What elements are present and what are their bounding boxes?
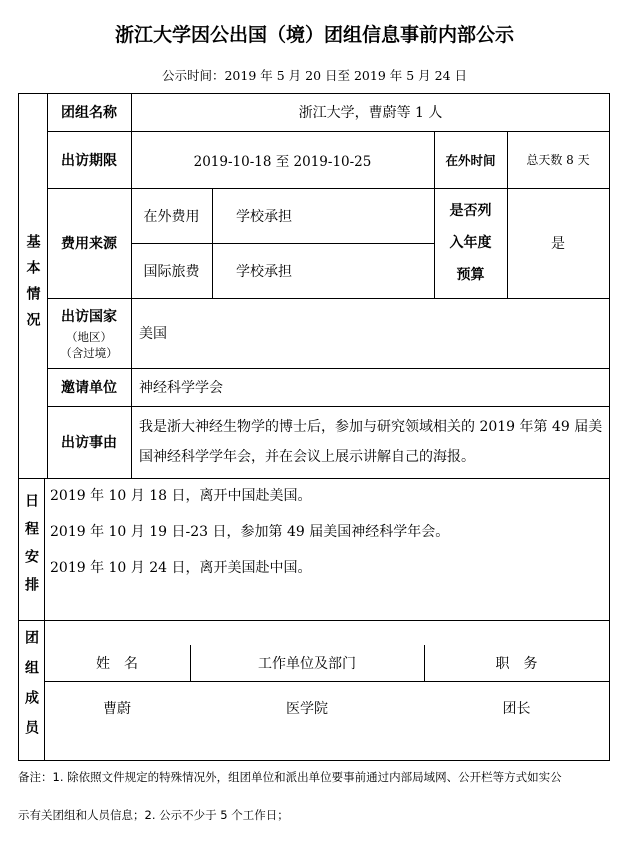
page-title: 浙江大学因公出国（境）团组信息事前内部公示: [114, 24, 514, 46]
intl-travel-label: 国际旅费: [143, 263, 200, 280]
footnote-line-1: 备注：1. 除依照文件规定的特殊情况外，组团单位和派出单位要事前通过内部局域网、公开栏等方式如实公: [18, 770, 562, 784]
group-name-label: 团组名称: [61, 105, 117, 121]
duration-value: 2019-10-18 至 2019-10-25: [193, 153, 372, 170]
purpose-value: 我是浙大神经生物学的博士后，参加与研究领域相关的 2019 年第 49 届美国神经科学学年会，并在会议上展示讲解自己的海报。: [139, 419, 603, 465]
schedule-list: [50, 484, 605, 592]
section-label-schedule: 日程安排: [23, 493, 39, 605]
abroad-cost-label: 在外费用: [143, 208, 200, 225]
section-label-members: 团组成员: [23, 630, 39, 750]
country-label: 出访国家 （地区） （含过境）: [60, 308, 118, 360]
section-label-basic: 基本情况: [24, 233, 41, 338]
inviter-label: 邀请单位: [61, 380, 117, 396]
member-name: 曹蔚: [103, 701, 131, 717]
member-position: 团长: [502, 701, 531, 717]
days-abroad-label: 在外时间: [445, 152, 496, 168]
duration-label: 出访期限: [61, 152, 117, 169]
intl-travel-value: 学校承担: [236, 263, 292, 280]
member-unit: 医学院: [286, 701, 328, 717]
footnote-line-2: 示有关团组和人员信息；2. 公示不少于 5 个工作日；: [18, 808, 289, 822]
schedule-item: 2019 年 10 月 19 日-23 日，参加第 49 届美国神经科学年会。: [50, 524, 450, 540]
purpose-label: 出访事由: [61, 435, 117, 451]
schedule-item: 2019 年 10 月 18 日，离开中国赴美国。: [50, 488, 312, 504]
schedule-item: 2019 年 10 月 24 日，离开美国赴中国。: [50, 560, 312, 576]
inviter-value: 神经科学学会: [139, 380, 223, 396]
in-budget-label: 是否列入年度预算: [449, 203, 492, 283]
members-header-position: 职 务: [495, 656, 538, 672]
days-abroad-value: 总天数 8 天: [526, 153, 590, 167]
members-header-unit: 工作单位及部门: [258, 656, 356, 672]
publicity-period: 公示时间：2019 年 5 月 20 日至 2019 年 5 月 24 日: [161, 68, 468, 83]
abroad-cost-value: 学校承担: [236, 208, 292, 225]
in-budget-value: 是: [551, 236, 565, 252]
funding-label: 费用来源: [61, 236, 117, 252]
group-name-value: 浙江大学，曹蔚等 1 人: [298, 105, 443, 121]
members-header-name: 姓 名: [96, 656, 138, 672]
country-value: 美国: [139, 326, 167, 342]
